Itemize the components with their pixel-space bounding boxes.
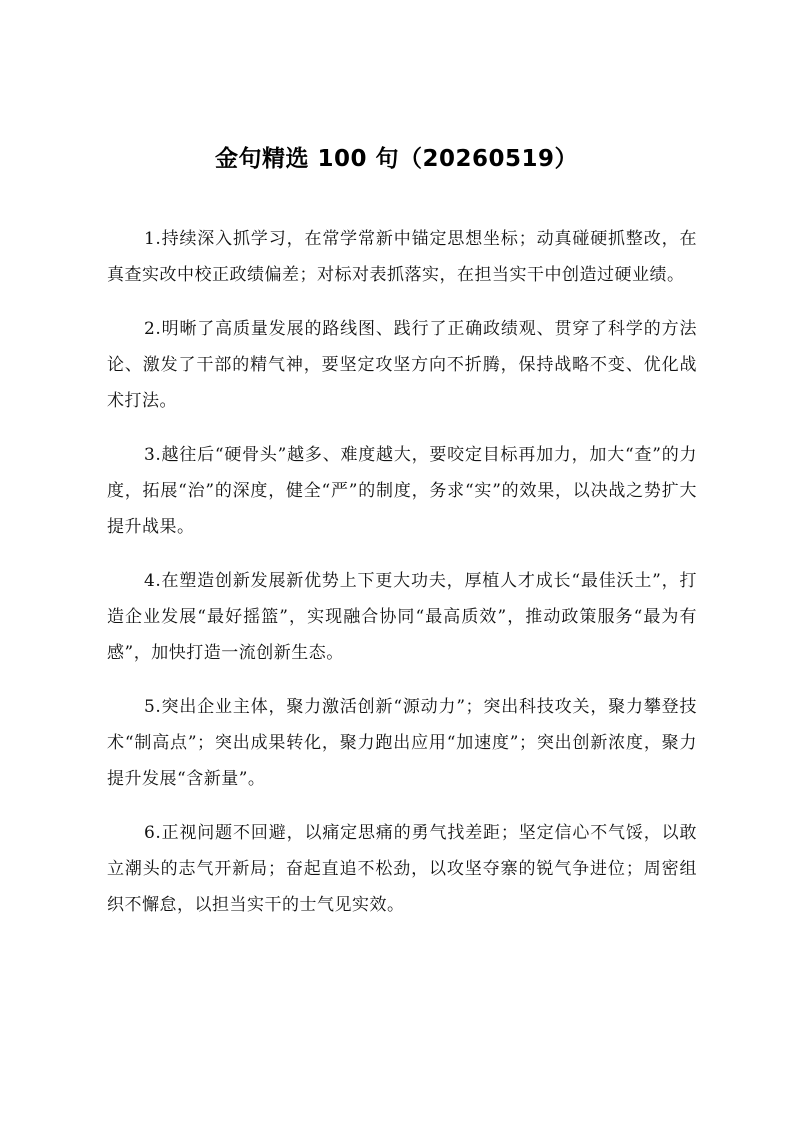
paragraph-5: 5.突出企业主体，聚力激活创新“源动力”；突出科技攻关，聚力攀登技术“制高点”；突出成果转化，聚力跑出应用“加速度”；突出创新浓度，聚力提升发展“含新量”。 [107,697,697,789]
paragraph-1: 1.持续深入抓学习，在常学常新中锚定思想坐标；动真碰硬抓整改，在真查实改中校正政绩偏差；对标对表抓落实，在担当实干中创造过硬业绩。 [107,229,697,285]
paragraph-2: 2.明晰了高质量发展的路线图、践行了正确政绩观、贯穿了科学的方法论、激发了干部的精气神，要坚定攻坚方向不折腾，保持战略不变、优化战术打法。 [107,319,697,411]
paragraph-3: 3.越往后“硬骨头”越多、难度越大，要咬定目标再加力，加大“查”的力度，拓展“治”的深度，健全“严”的制度，务求“实”的效果，以决战之势扩大提升战果。 [107,445,697,537]
paragraph-4: 4.在塑造创新发展新优势上下更大功夫，厚植人才成长“最佳沃土”，打造企业发展“最好摇篮”，实现融合协同“最高质效”，推动政策服务“最为有感”，加快打造一流创新生态。 [107,571,697,663]
document-title: 金句精选 100 句（20260519） [214,146,579,172]
paragraph-6: 6.正视问题不回避，以痛定思痛的勇气找差距；坚定信心不气馁，以敢立潮头的志气开新局；奋起直追不松劲，以攻坚夺寨的锐气争进位；周密组织不懈怠，以担当实干的士气见实效。 [107,823,697,915]
document-body [107,221,697,941]
